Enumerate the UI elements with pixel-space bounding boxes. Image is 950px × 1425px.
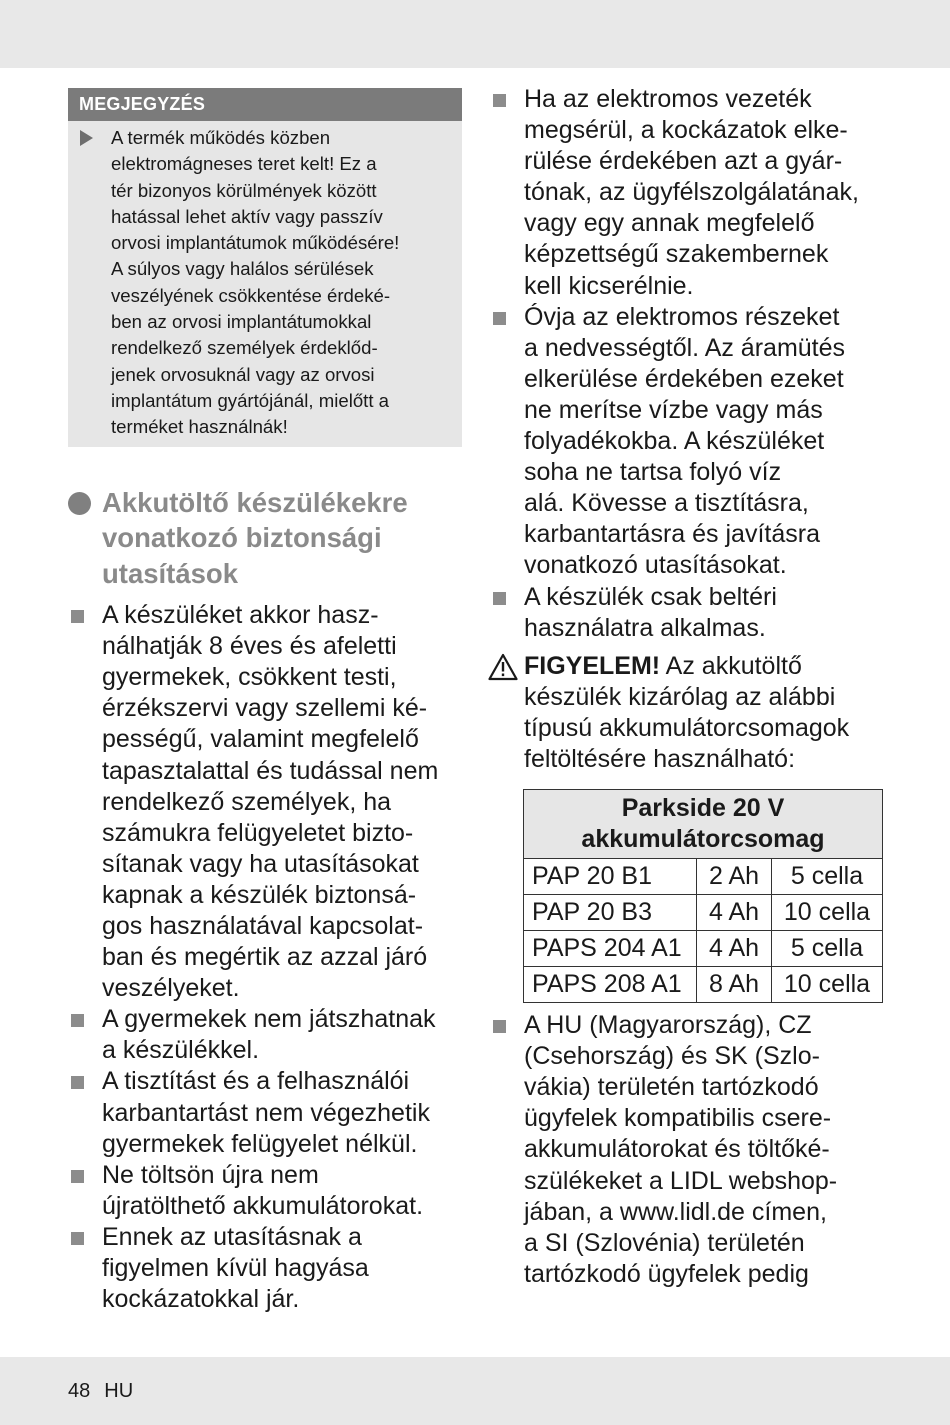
model-cell: PAPS 204 A1 (524, 931, 697, 967)
warning-label: FIGYELEM! (524, 651, 661, 680)
text-line: megsérül, a kockázatok elke- (524, 116, 848, 145)
list-item (490, 84, 890, 302)
text-line: gos használatával kapcsolat- (102, 912, 424, 940)
circle-bullet-icon (68, 492, 91, 515)
capacity-cell: 4 Ah (697, 895, 772, 931)
warning-first-line (524, 651, 890, 682)
text-line: A gyermekek nem játszhatnak (102, 1005, 436, 1034)
text-line: Ha az elektromos vezeték (524, 85, 812, 113)
table-header (524, 790, 883, 859)
note-line: A súlyos vagy halálos sérülések (111, 258, 374, 280)
text-line: nálhatják 8 éves és afeletti (102, 632, 397, 661)
list-item (490, 582, 890, 644)
cells-cell: 10 cella (772, 967, 883, 1003)
triangle-arrow-icon (80, 130, 93, 146)
note-line: orvosi implantátumok működésére! (111, 232, 400, 254)
capacity-cell: 2 Ah (697, 859, 772, 895)
table-header-row (524, 790, 883, 859)
text-line: A HU (Magyarország), CZ (524, 1011, 812, 1040)
cells-cell: 10 cella (772, 895, 883, 931)
list-item (68, 600, 462, 1004)
note-line: hatással lehet aktív vagy passzív (111, 205, 383, 227)
text-line: elkerülése érdekében ezeket (524, 364, 844, 393)
square-bullet-icon (71, 1170, 84, 1183)
text-line: gyermekek felügyelet nélkül. (102, 1129, 418, 1158)
note-line: jenek orvosuknál vagy az orvosi (111, 363, 375, 385)
text-line: A készüléket akkor hasz- (102, 601, 379, 630)
text-line: (Csehország) és SK (Szlo- (524, 1042, 820, 1071)
text-line: használatra alkalmas. (524, 613, 766, 642)
table-header-line: akkumulátorcsomag (581, 825, 825, 854)
right-bullet-list (490, 84, 890, 644)
right-column (490, 84, 890, 1290)
text-line: A tisztítást és a felhasználói (102, 1067, 410, 1096)
text-line: rendelkező személyek, ha (102, 787, 392, 816)
left-column (68, 88, 462, 1315)
battery-pack-table (523, 789, 883, 1003)
text-line: Ennek az utasításnak a (102, 1222, 362, 1251)
table-header-line: Parkside 20 V (621, 794, 785, 823)
warning-text: Az akkutöltő (660, 651, 802, 680)
text-line: újratölthető akkumulátorokat. (102, 1191, 424, 1220)
text-line: Óvja az elektromos részeket (524, 302, 840, 331)
note-line: veszélyének csökkentése érdeké- (111, 284, 391, 306)
left-bullet-list (68, 600, 462, 1315)
warning-block (490, 651, 890, 775)
text-line: soha ne tartsa folyó víz (524, 458, 782, 487)
cells-cell: 5 cella (772, 931, 883, 967)
text-line: vonatkozó utasításokat. (524, 551, 787, 580)
text-line: veszélyeket. (102, 974, 240, 1003)
note-line: ben az orvosi implantátumokkal (111, 311, 372, 333)
model-cell: PAP 20 B3 (524, 895, 697, 931)
text-line: sítanak vagy ha utasításokat (102, 849, 419, 878)
square-bullet-icon (71, 1232, 84, 1245)
text-line: feltöltésére használható: (524, 744, 796, 773)
text-line: folyadékokba. A készüléket (524, 427, 825, 456)
warning-triangle-icon (488, 653, 518, 681)
table-row (524, 859, 883, 895)
note-line: A termék működés közben (111, 127, 331, 148)
text-line: képzettségű szakembernek (524, 240, 829, 269)
text-line: Ne töltsön újra nem (102, 1160, 319, 1189)
text-line: A készülék csak beltéri (524, 582, 777, 611)
text-line: karbantartást nem végezhetik (102, 1098, 430, 1127)
table-row (524, 967, 883, 1003)
table-row (524, 895, 883, 931)
note-line: rendelkező személyek érdeklőd- (111, 337, 378, 359)
text-line: ne merítse vízbe vagy más (524, 395, 823, 424)
note-title: MEGJEGYZÉS (68, 88, 462, 121)
text-line: tartózkodó ügyfelek pedig (524, 1259, 809, 1288)
model-cell: PAPS 208 A1 (524, 967, 697, 1003)
text-line: vagy egy annak megfelelő (524, 209, 815, 238)
section-heading (68, 485, 462, 592)
model-cell: PAP 20 B1 (524, 859, 697, 895)
square-bullet-icon (493, 592, 506, 605)
square-bullet-icon (71, 1014, 84, 1027)
list-item (68, 1004, 462, 1066)
cells-cell: 5 cella (772, 859, 883, 895)
text-line: kell kicserélnie. (524, 271, 694, 300)
text-line: számukra felügyeletet bizto- (102, 818, 414, 847)
list-item (68, 1160, 462, 1222)
square-bullet-icon (493, 1020, 506, 1033)
text-line: kapnak a készülék biztonsá- (102, 880, 417, 909)
text-line: szülékeket a LIDL webshop- (524, 1166, 838, 1195)
text-line: a nedvességtől. Az áramütés (524, 333, 846, 362)
text-line: a SI (Szlovénia) területén (524, 1228, 805, 1257)
table-row (524, 931, 883, 967)
text-line: ban és megértik az azzal járó (102, 943, 428, 972)
text-line: vákia) területén tartózkodó (524, 1073, 819, 1102)
text-line: tapasztalattal és tudással nem (102, 756, 439, 785)
note-line: implantátum gyártójánál, mielőtt a (111, 389, 390, 411)
list-item (68, 1222, 462, 1315)
text-line: pességű, valamint megfelelő (102, 725, 419, 754)
list-item (490, 302, 890, 582)
top-band (0, 0, 950, 68)
text-line: típusú akkumulátorcsomagok (524, 713, 850, 742)
capacity-cell: 4 Ah (697, 931, 772, 967)
square-bullet-icon (71, 610, 84, 623)
note-box (68, 88, 462, 447)
page-number: 48 (68, 1380, 91, 1402)
right-bullet-list-after-table (490, 1010, 890, 1290)
language-code: HU (104, 1380, 134, 1402)
list-item (68, 1066, 462, 1159)
text-line: gyermekek, csökkent testi, (102, 663, 397, 692)
note-line: elektromágneses teret kelt! Ez a (111, 153, 377, 175)
note-line: tér bizonyos körülmények között (111, 179, 377, 201)
page-footer (68, 1380, 147, 1403)
square-bullet-icon (493, 312, 506, 325)
square-bullet-icon (493, 94, 506, 107)
text-line: ügyfelek kompatibilis csere- (524, 1104, 832, 1133)
square-bullet-icon (71, 1076, 84, 1089)
text-line: készülék kizárólag az alábbi (524, 682, 836, 711)
text-line: figyelmen kívül hagyása (102, 1254, 369, 1283)
text-line: tónak, az ügyfélszolgálatának, (524, 178, 859, 207)
heading-line: vonatkozó biztonsági (102, 522, 382, 554)
note-body (68, 121, 462, 447)
text-line: a készülékkel. (102, 1036, 260, 1065)
list-item (490, 1010, 890, 1290)
capacity-cell: 8 Ah (697, 967, 772, 1003)
note-line: terméket használnák! (111, 416, 288, 438)
text-line: rülése érdekében azt a gyár- (524, 147, 843, 176)
heading-line: utasítások (102, 557, 239, 589)
text-line: alá. Kövesse a tisztításra, (524, 489, 809, 518)
text-line: érzékszervi vagy szellemi ké- (102, 694, 428, 723)
text-line: kockázatokkal jár. (102, 1285, 300, 1314)
text-line: karbantartásra és javításra (524, 520, 820, 549)
heading-line: Akkutöltő készülékekre (102, 486, 408, 518)
text-line: jában, a www.lidl.de címen, (524, 1197, 827, 1226)
text-line: akkumulátorokat és töltőké- (524, 1135, 830, 1164)
